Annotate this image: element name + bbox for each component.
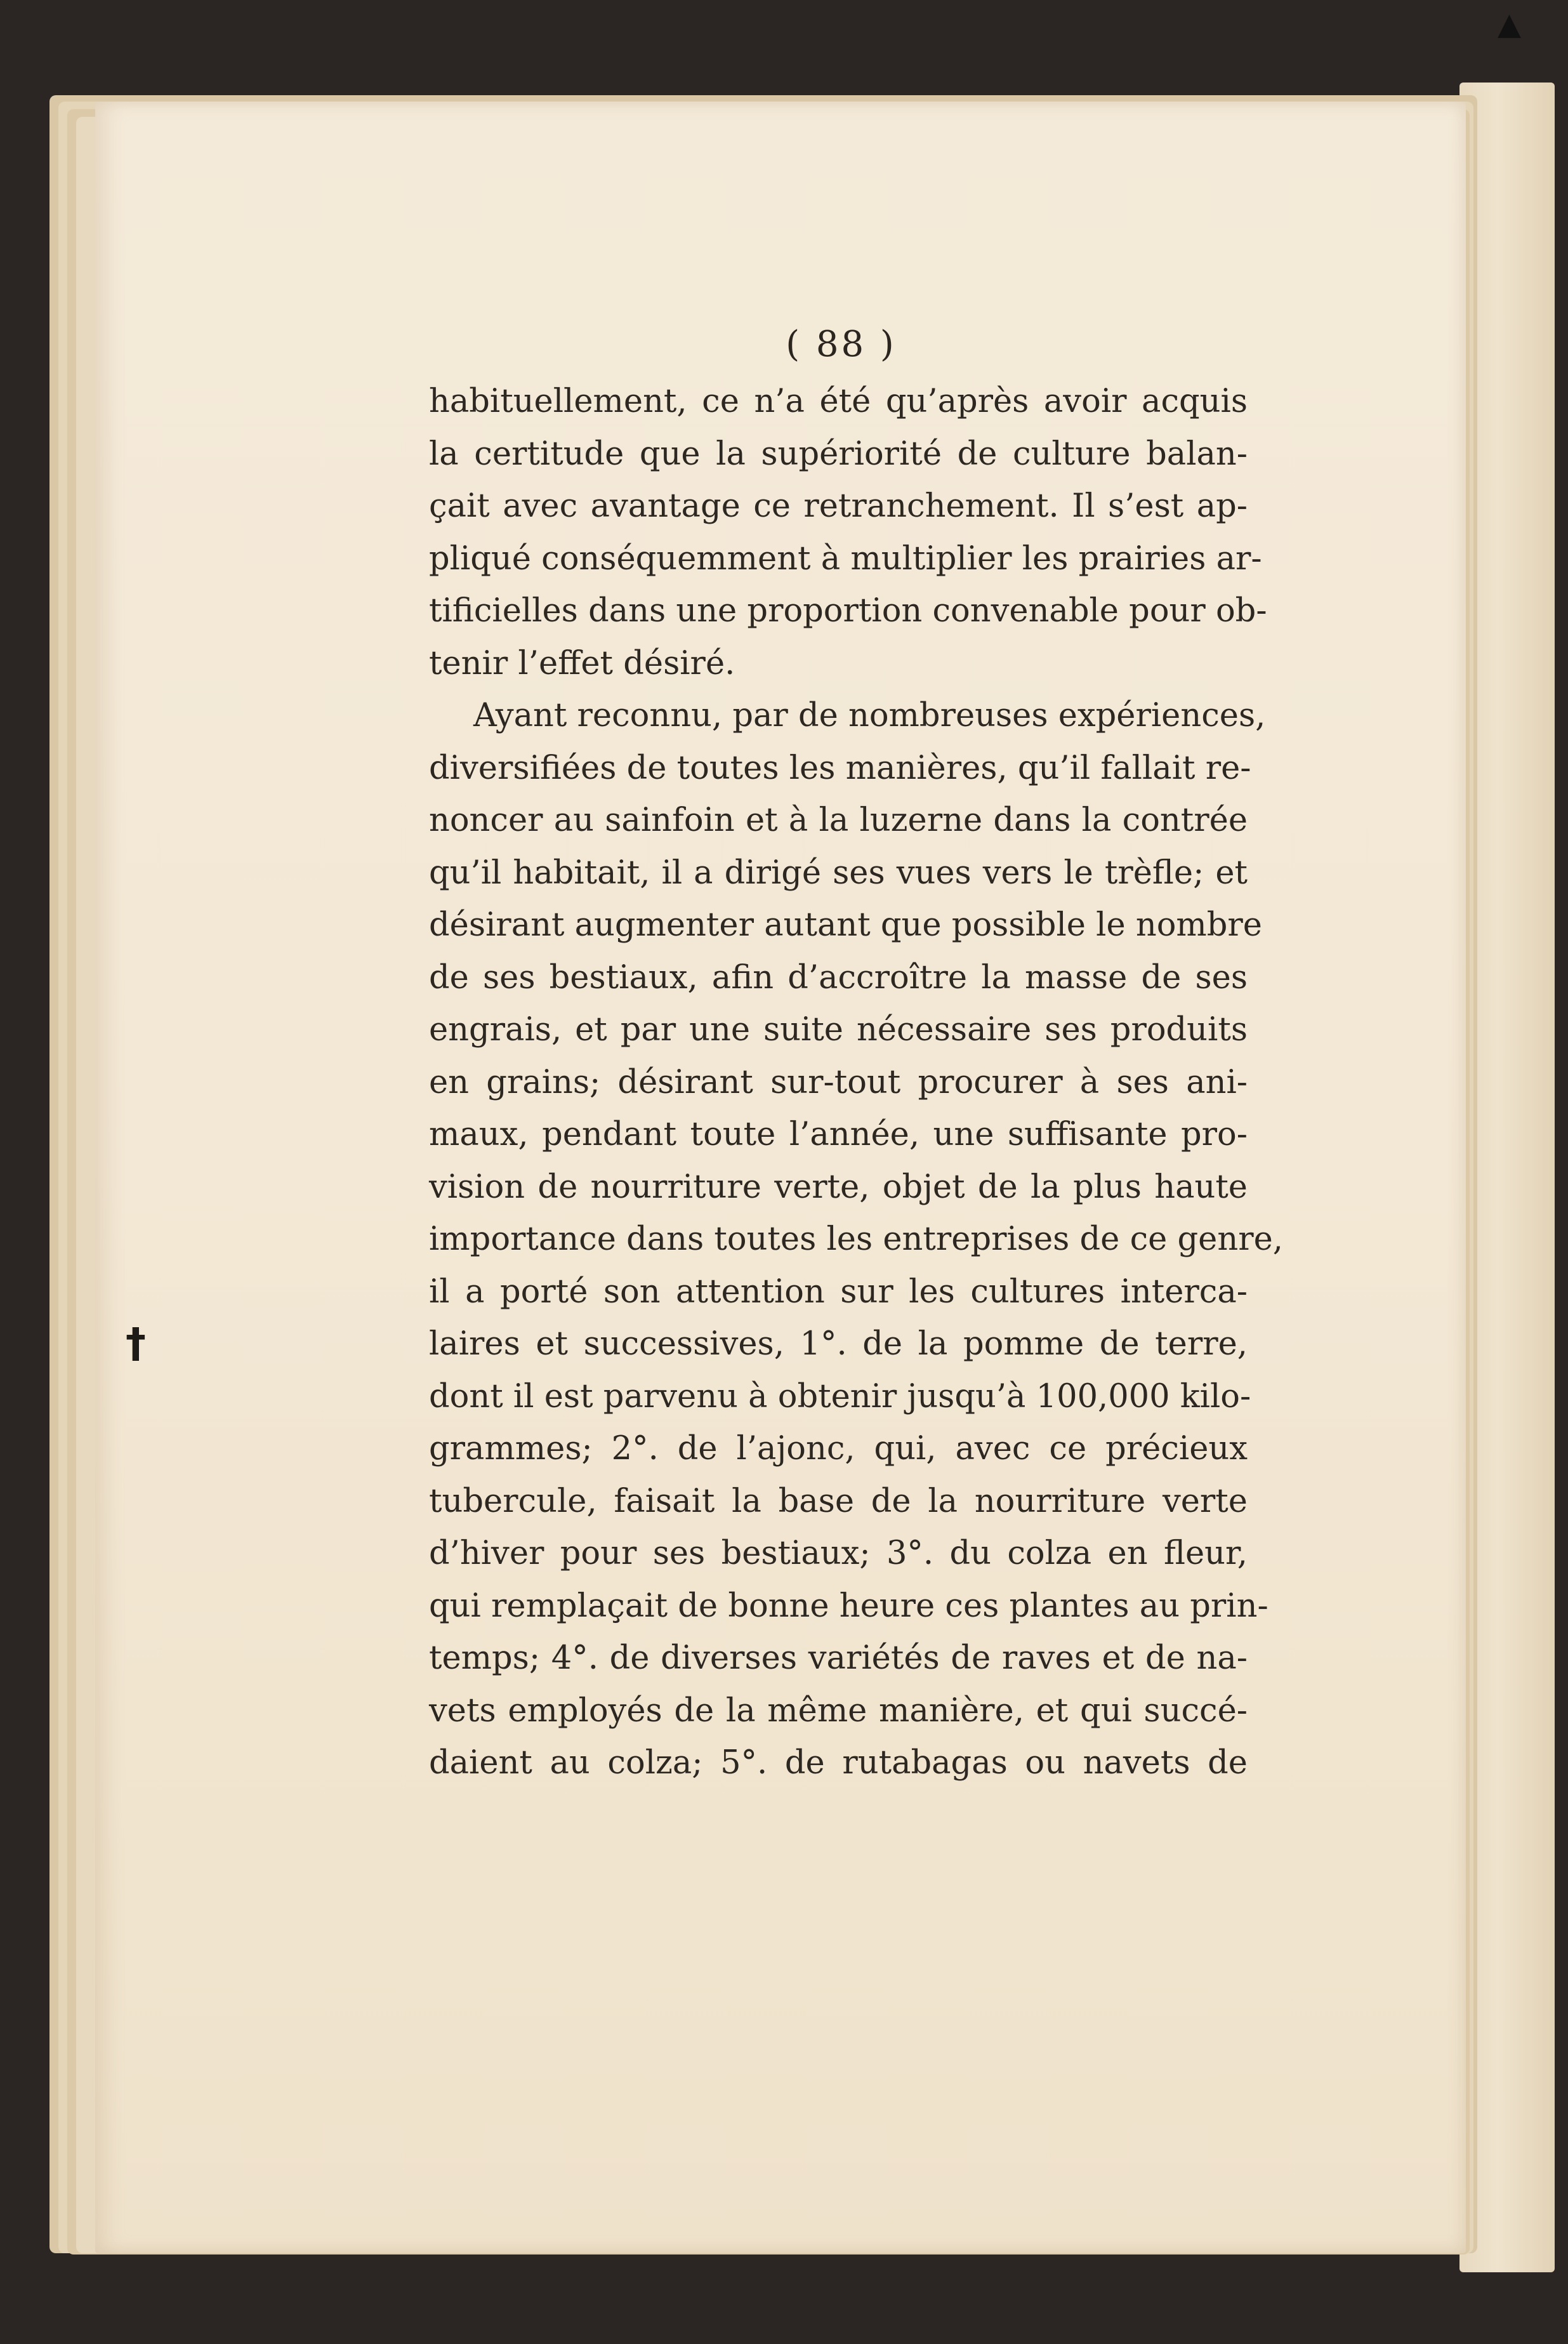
text-line: engrais, et par une suite nécessaire ses produits — [429, 1011, 1248, 1049]
text-line: diversifiées de toutes les manières, qu’il fallait re- — [429, 749, 1251, 787]
text-line: dont il est parvenu à obtenir jusqu’à 100,000 kilo- — [429, 1377, 1251, 1415]
text-line: daient au colza; 5°. de rutabagas ou navets de — [429, 1744, 1248, 1782]
text-line: il a porté son attention sur les cultures interca- — [429, 1273, 1248, 1311]
text-line: qui remplaçait de bonne heure ces plantes au prin- — [429, 1587, 1268, 1625]
text-line: Ayant reconnu, par de nombreuses expériences, — [473, 697, 1266, 734]
text-line: grammes; 2°. de l’ajonc, qui, avec ce précieux — [429, 1430, 1248, 1467]
bookmark-marker-icon: ▲ — [1498, 6, 1521, 42]
text-line: laires et successives, 1°. de la pomme de terre, — [429, 1325, 1248, 1363]
text-line: la certitude que la supériorité de culture balan- — [429, 435, 1248, 473]
text-line: noncer au sainfoin et à la luzerne dans la contrée — [429, 802, 1248, 839]
text-line: tubercule, faisait la base de la nourriture verte — [429, 1482, 1248, 1520]
text-line: habituellement, ce n’a été qu’après avoir acquis — [429, 383, 1248, 420]
text-line: vision de nourriture verte, objet de la plus haute — [429, 1168, 1248, 1206]
text-line: tenir l’effet désiré. — [429, 644, 735, 682]
text-line: qu’il habitait, il a dirigé ses vues vers le trèfle; et — [429, 854, 1248, 892]
page-number: ( 88 ) — [786, 324, 897, 365]
body-text — [429, 376, 1283, 1790]
text-line: en grains; désirant sur-tout procurer à ses ani- — [429, 1063, 1248, 1101]
margin-mark: † — [126, 1320, 146, 1367]
text-line: importance dans toutes les entreprises de ce genre, — [429, 1221, 1283, 1258]
text-line: maux, pendant toute l’année, une suffisante pro- — [429, 1116, 1248, 1153]
text-line: de ses bestiaux, afin d’accroître la masse de ses — [429, 958, 1248, 997]
text-line: çait avec avantage ce retranchement. Il s’est ap- — [429, 487, 1248, 525]
text-line: désirant augmenter autant que possible le nombre — [429, 906, 1262, 944]
text-line: temps; 4°. de diverses variétés de raves et de na- — [429, 1639, 1248, 1677]
text-line: vets employés de la même manière, et qui succé- — [429, 1692, 1248, 1730]
text-line: d’hiver pour ses bestiaux; 3°. du colza en fleur, — [429, 1535, 1248, 1572]
text-line: tificielles dans une proportion convenable pour ob- — [429, 592, 1267, 630]
text-line: pliqué conséquemment à multiplier les prairies ar- — [429, 540, 1262, 578]
